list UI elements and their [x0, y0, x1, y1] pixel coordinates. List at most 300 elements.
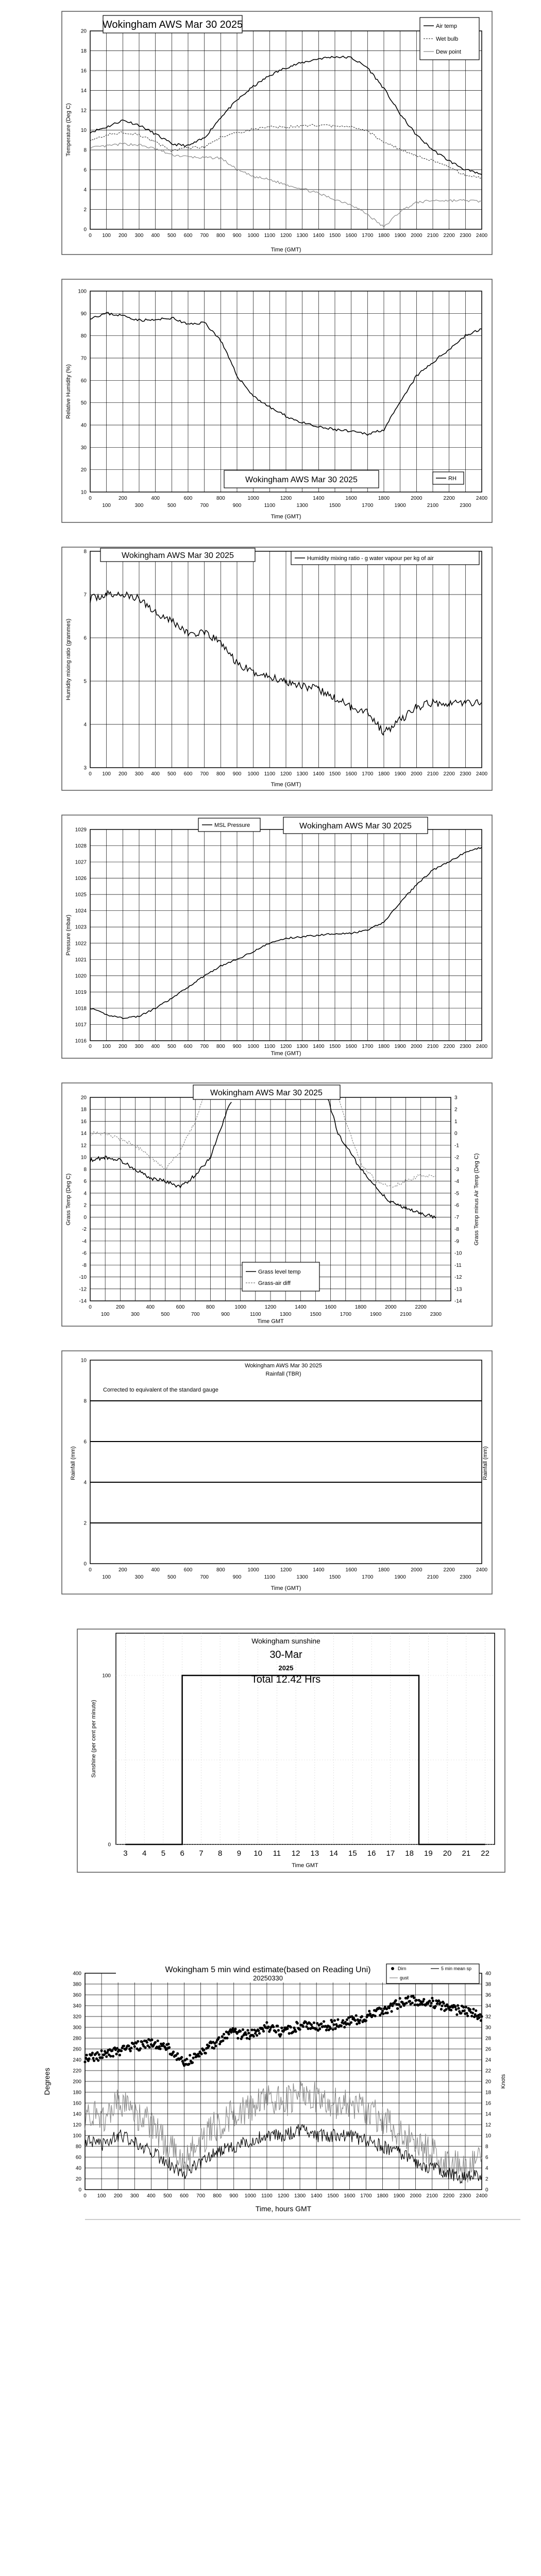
wind-direction-point [391, 2010, 393, 2013]
sunshine-chart [0, 1628, 541, 1875]
rainfall-x-tick: 1400 [313, 1567, 325, 1573]
wind-y-tick-right: 30 [485, 2025, 492, 2031]
humidity-x-tick: 2100 [427, 503, 439, 509]
rainfall-x-tick: 300 [134, 1574, 144, 1580]
wind-direction-point [455, 2013, 458, 2016]
grass-x-tick: 1900 [370, 1312, 382, 1317]
temperature-x-tick: 300 [134, 233, 144, 239]
legend-gust: gust [400, 1975, 409, 1980]
humidity-x-tick: 1200 [280, 496, 292, 501]
rainfall-x-tick: 800 [216, 1567, 225, 1573]
wind-direction-point [272, 2026, 275, 2028]
mixing-x-tick: 500 [167, 771, 176, 777]
wind-y-axis-label-right: Knots [500, 2074, 506, 2089]
grass-x-tick: 600 [176, 1304, 185, 1310]
wind-direction-point [257, 2029, 260, 2032]
humidity-y-tick: 80 [80, 333, 87, 340]
wind-direction-point [475, 2009, 477, 2012]
mixing-x-tick: 2200 [443, 771, 455, 777]
grass-y-tick-right: -13 [454, 1286, 462, 1293]
wind-direction-point [329, 2027, 332, 2030]
wind-direction-point [336, 2018, 339, 2021]
grass-x-tick: 2200 [415, 1304, 427, 1310]
sunshine-x-tick: 18 [405, 1849, 414, 1858]
rainfall-x-tick: 1900 [394, 1574, 406, 1580]
sunshine-x-tick: 22 [481, 1849, 489, 1858]
grass-x-tick: 1700 [340, 1312, 351, 1317]
wind-y-tick-left: 200 [73, 2079, 81, 2085]
grass-y-tick-right: 1 [454, 1118, 458, 1125]
grass-x-tick: 1200 [264, 1304, 277, 1310]
wind-direction-point [221, 2035, 224, 2038]
pressure-y-tick: 1020 [75, 973, 87, 979]
wind-direction-point [473, 2015, 476, 2018]
pressure-y-tick: 1019 [75, 989, 87, 995]
wind-direction-point [381, 2010, 384, 2012]
pressure-y-axis-label: Pressure (mbar) [65, 914, 72, 956]
mixing-ratio-chart [0, 546, 541, 793]
wind-direction-point [192, 2057, 195, 2059]
wind-x-tick: 400 [146, 2193, 156, 2199]
wind-direction-point [167, 2043, 170, 2045]
pressure-x-tick: 700 [200, 1044, 209, 1049]
wind-direction-point [318, 2028, 321, 2030]
wind-direction-point [340, 2024, 343, 2027]
wind-y-tick-left: 60 [75, 2155, 81, 2161]
pressure-x-tick: 2200 [443, 1044, 455, 1049]
pressure-x-tick: 1800 [378, 1044, 390, 1049]
wind-x-tick: 2400 [476, 2193, 488, 2199]
mixing-ratio-chart-panel [0, 546, 541, 793]
grass-y-tick-right: -10 [454, 1250, 462, 1257]
wind-y-tick-left: 120 [73, 2122, 81, 2128]
temperature-x-tick: 1300 [296, 233, 308, 239]
grass-x-tick: 1600 [325, 1304, 336, 1310]
wind-direction-point [296, 2022, 299, 2025]
sunshine-x-tick: 10 [253, 1849, 262, 1858]
humidity-title: Wokingham AWS Mar 30 2025 [245, 476, 358, 484]
wind-direction-point [119, 2054, 121, 2056]
wind-x-tick: 2300 [459, 2193, 471, 2199]
mixing-y-tick: 4 [83, 722, 87, 728]
wind-direction-point [158, 2045, 161, 2048]
wind-direction-point [247, 2032, 250, 2035]
wind-direction-point [359, 2019, 362, 2022]
grass-x-tick: 2100 [400, 1312, 412, 1317]
mixing-x-tick: 1900 [394, 771, 406, 777]
pressure-x-tick: 1400 [313, 1044, 325, 1049]
mixing-x-tick: 1400 [313, 771, 325, 777]
humidity-y-tick: 90 [80, 311, 87, 317]
wind-direction-point [422, 1998, 425, 2001]
wind-direction-point [421, 2003, 424, 2006]
temperature-x-tick: 900 [232, 233, 242, 239]
wind-direction-point [455, 2008, 458, 2011]
wind-y-tick-right: 18 [485, 2090, 492, 2096]
wind-direction-point [127, 2045, 130, 2047]
wind-direction-point [368, 2010, 370, 2012]
wind-direction-point [465, 2006, 467, 2008]
grass-x-tick: 1000 [234, 1304, 246, 1310]
rainfall-x-axis-label: Time (GMT) [270, 1585, 301, 1591]
wind-direction-point [150, 2039, 153, 2041]
wind-direction-point [276, 2025, 279, 2027]
wind-direction-point [441, 2005, 443, 2007]
temperature-x-tick: 1900 [394, 233, 406, 239]
legend-dew-point: Dew point [436, 49, 461, 55]
wind-direction-point [258, 2032, 261, 2035]
temperature-x-tick: 700 [200, 233, 209, 239]
wind-direction-point [411, 2002, 414, 2004]
wind-direction-point [472, 2008, 475, 2010]
pressure-x-tick: 500 [167, 1044, 176, 1049]
humidity-chart [0, 278, 541, 526]
wind-y-tick-left: 40 [75, 2165, 81, 2172]
wind-y-tick-left: 240 [73, 2057, 81, 2063]
wind-direction-point [98, 2053, 100, 2056]
wind-direction-point [269, 2028, 272, 2031]
wind-direction-point [413, 1996, 415, 1999]
wind-direction-point [439, 2002, 442, 2004]
wind-direction-point [331, 2021, 333, 2023]
pressure-y-tick: 1023 [75, 924, 87, 930]
wind-direction-point [414, 2004, 416, 2006]
mixing-x-tick: 2300 [460, 771, 471, 777]
pressure-x-tick: 0 [89, 1044, 92, 1049]
mixing-x-tick: 300 [134, 771, 144, 777]
wind-direction-point [146, 2041, 148, 2044]
wind-title: Wokingham 5 min wind estimate(based on Reading Uni) [165, 1965, 371, 1974]
temperature-y-tick: 8 [83, 147, 87, 154]
rainfall-y-tick: 2 [83, 1520, 87, 1527]
humidity-x-tick: 1500 [329, 503, 341, 509]
grass-y-tick-left: 18 [80, 1107, 87, 1113]
wind-direction-point [450, 2009, 452, 2011]
wind-direction-point [325, 2029, 328, 2031]
wind-direction-point [157, 2040, 159, 2042]
rainfall-title: Wokingham AWS Mar 30 2025 [245, 1363, 322, 1369]
sunshine-x-tick: 11 [273, 1849, 281, 1858]
pressure-chart [0, 814, 541, 1061]
wind-direction-point [208, 2045, 210, 2047]
grass-x-tick: 1800 [354, 1304, 367, 1310]
grass-y-tick-right: 2 [454, 1107, 458, 1113]
temperature-y-tick: 18 [80, 48, 87, 54]
wind-y-tick-left: 280 [73, 2036, 81, 2042]
pressure-y-tick: 1028 [75, 843, 87, 850]
humidity-x-tick: 1800 [378, 496, 390, 501]
wind-direction-point [236, 2037, 239, 2040]
wind-direction-point [115, 2053, 117, 2055]
grass-y-axis-label-left: Grass Temp (Deg C) [65, 1173, 72, 1226]
wind-y-tick-right: 38 [485, 1981, 492, 1988]
legend-mixing-ratio: Humidity mixing ratio - g water vapour per kg of air [307, 555, 434, 562]
rainfall-y-tick: 4 [83, 1480, 87, 1486]
wind-subtitle: 20250330 [253, 1974, 283, 1982]
grass-x-tick: 1400 [295, 1304, 307, 1310]
wind-direction-point [245, 2033, 247, 2036]
rainfall-x-tick: 700 [200, 1574, 209, 1580]
wind-direction-point [350, 2021, 352, 2024]
wind-direction-point [252, 2035, 255, 2038]
humidity-x-tick: 2000 [411, 496, 422, 501]
humidity-y-tick: 60 [80, 378, 87, 384]
wind-x-tick: 500 [163, 2193, 172, 2199]
mixing-x-tick: 700 [200, 771, 209, 777]
mixing-x-tick: 1800 [378, 771, 390, 777]
wind-direction-point [202, 2048, 205, 2051]
wind-y-tick-left: 360 [73, 1992, 81, 1998]
wind-direction-point [242, 2028, 244, 2031]
wind-direction-point [443, 2002, 445, 2005]
pressure-x-tick: 200 [118, 1044, 127, 1049]
temperature-y-tick: 20 [80, 28, 87, 35]
temperature-x-tick: 1600 [345, 233, 357, 239]
wind-y-tick-right: 8 [485, 2144, 488, 2150]
grass-x-tick: 200 [115, 1304, 125, 1310]
humidity-x-tick: 300 [134, 503, 144, 509]
wind-direction-point [217, 2036, 220, 2039]
temperature-y-tick: 14 [80, 88, 87, 94]
wind-direction-point [83, 2061, 86, 2063]
wind-direction-point [396, 2007, 399, 2010]
grass-y-tick-right: -1 [454, 1143, 459, 1149]
wind-direction-point [380, 2007, 382, 2010]
pressure-x-tick: 2400 [476, 1044, 488, 1049]
wind-direction-point [213, 2047, 215, 2049]
pressure-y-tick: 1025 [75, 892, 87, 898]
wind-y-tick-left: 320 [73, 2014, 81, 2020]
sunshine-x-tick: 4 [142, 1849, 147, 1858]
rainfall-x-tick: 1800 [378, 1567, 390, 1573]
wind-direction-point [470, 2015, 473, 2018]
rainfall-x-tick: 900 [232, 1574, 242, 1580]
wind-y-tick-right: 14 [485, 2111, 492, 2117]
temperature-title: Wokingham AWS Mar 30 2025 [102, 19, 243, 30]
mixing-x-tick: 2000 [411, 771, 422, 777]
wind-y-tick-left: 260 [73, 2046, 81, 2053]
temperature-y-axis-label: Temperature (Deg C) [65, 103, 72, 157]
humidity-y-tick: 10 [80, 489, 87, 496]
mixing-y-tick: 6 [83, 635, 87, 641]
rainfall-x-tick: 200 [118, 1567, 127, 1573]
wind-direction-point [299, 2028, 301, 2031]
humidity-x-tick: 1600 [345, 496, 357, 501]
wind-y-tick-left: 160 [73, 2100, 81, 2107]
temperature-x-tick: 1100 [264, 233, 276, 239]
wind-x-tick: 1000 [244, 2193, 256, 2199]
rainfall-x-tick: 2400 [476, 1567, 488, 1573]
humidity-y-tick: 50 [80, 400, 87, 406]
sunshine-year: 2025 [278, 1664, 294, 1672]
temperature-x-tick: 400 [151, 233, 160, 239]
wind-direction-point [230, 2031, 232, 2033]
temperature-y-tick: 12 [80, 108, 87, 114]
temperature-x-tick: 1500 [329, 233, 341, 239]
wind-x-tick: 1300 [294, 2193, 306, 2199]
wind-direction-point [112, 2055, 114, 2058]
grass-y-tick-left: 4 [83, 1191, 87, 1197]
wind-direction-point [302, 2025, 305, 2028]
grass-y-tick-left: -10 [79, 1275, 87, 1281]
wind-direction-point [434, 2005, 437, 2008]
mixing-x-tick: 1100 [264, 771, 276, 777]
wind-direction-point [286, 2027, 289, 2030]
wind-direction-point [159, 2047, 161, 2050]
wind-x-tick: 1500 [327, 2193, 339, 2199]
temperature-x-tick: 800 [216, 233, 225, 239]
wind-direction-point [239, 2030, 242, 2032]
wind-x-tick: 900 [229, 2193, 239, 2199]
pressure-y-tick: 1021 [75, 957, 87, 963]
wind-y-tick-left: 20 [75, 2176, 81, 2182]
pressure-title: Wokingham AWS Mar 30 2025 [299, 822, 412, 831]
wind-y-tick-left: 140 [73, 2111, 81, 2117]
wind-direction-point [141, 2041, 143, 2043]
temperature-x-tick: 2200 [443, 233, 455, 239]
wind-y-tick-right: 28 [485, 2036, 492, 2042]
wind-direction-point [290, 2026, 292, 2028]
temperature-x-tick: 1800 [378, 233, 390, 239]
sunshine-x-tick: 13 [310, 1849, 319, 1858]
wind-direction-point [288, 2032, 291, 2035]
wind-direction-point [280, 2033, 282, 2036]
grass-x-tick: 500 [161, 1312, 170, 1317]
wind-y-tick-right: 32 [485, 2014, 492, 2020]
wind-direction-point [256, 2034, 258, 2037]
mixing-x-tick: 1500 [329, 771, 341, 777]
wind-direction-point [120, 2049, 123, 2052]
wind-x-tick: 200 [113, 2193, 123, 2199]
grass-y-tick-left: -4 [82, 1239, 87, 1245]
wind-x-tick: 2200 [443, 2193, 454, 2199]
grass-y-tick-left: 0 [83, 1214, 87, 1221]
wind-direction-point [374, 2014, 377, 2017]
grass-y-tick-right: -5 [454, 1191, 459, 1197]
temperature-x-tick: 100 [102, 233, 111, 239]
wind-direction-point [355, 2014, 358, 2017]
wind-direction-point [154, 2041, 157, 2044]
pressure-x-axis-label: Time (GMT) [270, 1050, 301, 1057]
mixing-title: Wokingham AWS Mar 30 2025 [122, 551, 234, 560]
temperature-chart [0, 10, 541, 258]
wind-y-tick-right: 36 [485, 1992, 492, 1998]
wind-direction-point [395, 1999, 397, 2002]
grass-y-tick-left: 20 [80, 1095, 87, 1101]
pressure-x-tick: 2000 [411, 1044, 422, 1049]
wind-y-tick-right: 4 [485, 2165, 488, 2172]
wind-direction-point [430, 2002, 433, 2005]
wind-direction-point [478, 2016, 481, 2019]
mixing-y-tick: 3 [83, 765, 87, 771]
humidity-x-tick: 600 [183, 496, 193, 501]
sunshine-y-tick: 100 [102, 1673, 111, 1679]
sunshine-x-tick: 12 [291, 1849, 300, 1858]
legend-dirn: Dirn [398, 1966, 407, 1971]
wind-y-tick-right: 34 [485, 2003, 492, 2009]
legend-wet-bulb: Wet bulb [436, 36, 459, 42]
grass-y-tick-right: -9 [454, 1239, 459, 1245]
pressure-chart-panel [0, 814, 541, 1061]
wind-y-tick-left: 400 [73, 1971, 81, 1977]
wind-direction-point [277, 2029, 280, 2031]
wind-direction-point [440, 2008, 443, 2010]
wind-x-tick: 300 [130, 2193, 139, 2199]
grass-y-tick-left: -12 [79, 1286, 87, 1293]
sunshine-x-tick: 15 [348, 1849, 357, 1858]
grass-x-tick: 300 [131, 1312, 140, 1317]
mixing-x-tick: 1300 [296, 771, 308, 777]
mixing-x-tick: 1700 [362, 771, 374, 777]
wind-direction-point [168, 2046, 171, 2049]
wind-direction-point [250, 2028, 253, 2031]
temperature-x-tick: 200 [118, 233, 127, 239]
wind-y-tick-right: 24 [485, 2057, 492, 2063]
grass-y-tick-left: -8 [82, 1262, 87, 1268]
wind-x-tick: 800 [213, 2193, 222, 2199]
humidity-chart-panel [0, 278, 541, 526]
rainfall-x-tick: 1600 [345, 1567, 357, 1573]
legend-grass-level-temp: Grass level temp [258, 1269, 301, 1275]
sunshine-title: Wokingham sunshine [251, 1637, 320, 1645]
sunshine-date: 30-Mar [269, 1649, 302, 1660]
mixing-x-tick: 1000 [247, 771, 259, 777]
wind-direction-point [234, 2028, 236, 2030]
wind-direction-point [205, 2052, 207, 2055]
humidity-x-axis-label: Time (GMT) [270, 514, 301, 520]
wind-direction-point [431, 1997, 433, 1999]
grass-x-tick: 100 [100, 1312, 110, 1317]
pressure-x-tick: 900 [232, 1044, 242, 1049]
humidity-x-tick: 1900 [394, 503, 406, 509]
wind-x-tick: 2100 [426, 2193, 438, 2199]
temperature-x-tick: 600 [183, 233, 193, 239]
wind-y-tick-right: 6 [485, 2155, 488, 2161]
temperature-y-tick: 4 [83, 187, 87, 193]
mixing-x-tick: 200 [118, 771, 127, 777]
pressure-y-tick: 1016 [75, 1038, 87, 1044]
wind-y-tick-left: 340 [73, 2003, 81, 2009]
mixing-x-tick: 2400 [476, 771, 488, 777]
wind-direction-point [162, 2042, 165, 2045]
wind-direction-point [280, 2027, 283, 2029]
wind-y-tick-left: 0 [78, 2187, 81, 2193]
mixing-y-tick: 5 [83, 679, 87, 685]
grass-x-tick: 2300 [430, 1312, 442, 1317]
pressure-y-tick: 1024 [75, 908, 87, 914]
rainfall-note: Corrected to equivalent of the standard gauge [103, 1387, 218, 1393]
pressure-x-tick: 1900 [394, 1044, 406, 1049]
grass-y-tick-right: -12 [454, 1275, 462, 1281]
temperature-x-tick: 2400 [476, 233, 488, 239]
wind-direction-point [91, 2052, 94, 2054]
wind-chart-panel [0, 1963, 541, 2226]
wind-x-tick: 1400 [311, 2193, 323, 2199]
temperature-x-tick: 0 [89, 233, 92, 239]
wind-direction-point [144, 2046, 147, 2049]
pressure-x-tick: 1200 [280, 1044, 292, 1049]
temperature-x-tick: 2100 [427, 233, 439, 239]
wind-direction-point [248, 2038, 251, 2040]
wind-x-tick: 700 [196, 2193, 205, 2199]
temperature-y-tick: 0 [83, 227, 87, 233]
wind-x-axis-label: Time, hours GMT [255, 2205, 312, 2213]
wind-direction-point [480, 2015, 483, 2018]
grass-temp-chart [0, 1082, 541, 1329]
wind-direction-point [458, 2007, 460, 2010]
wind-direction-point [399, 1997, 401, 1999]
temperature-x-tick: 2300 [460, 233, 471, 239]
